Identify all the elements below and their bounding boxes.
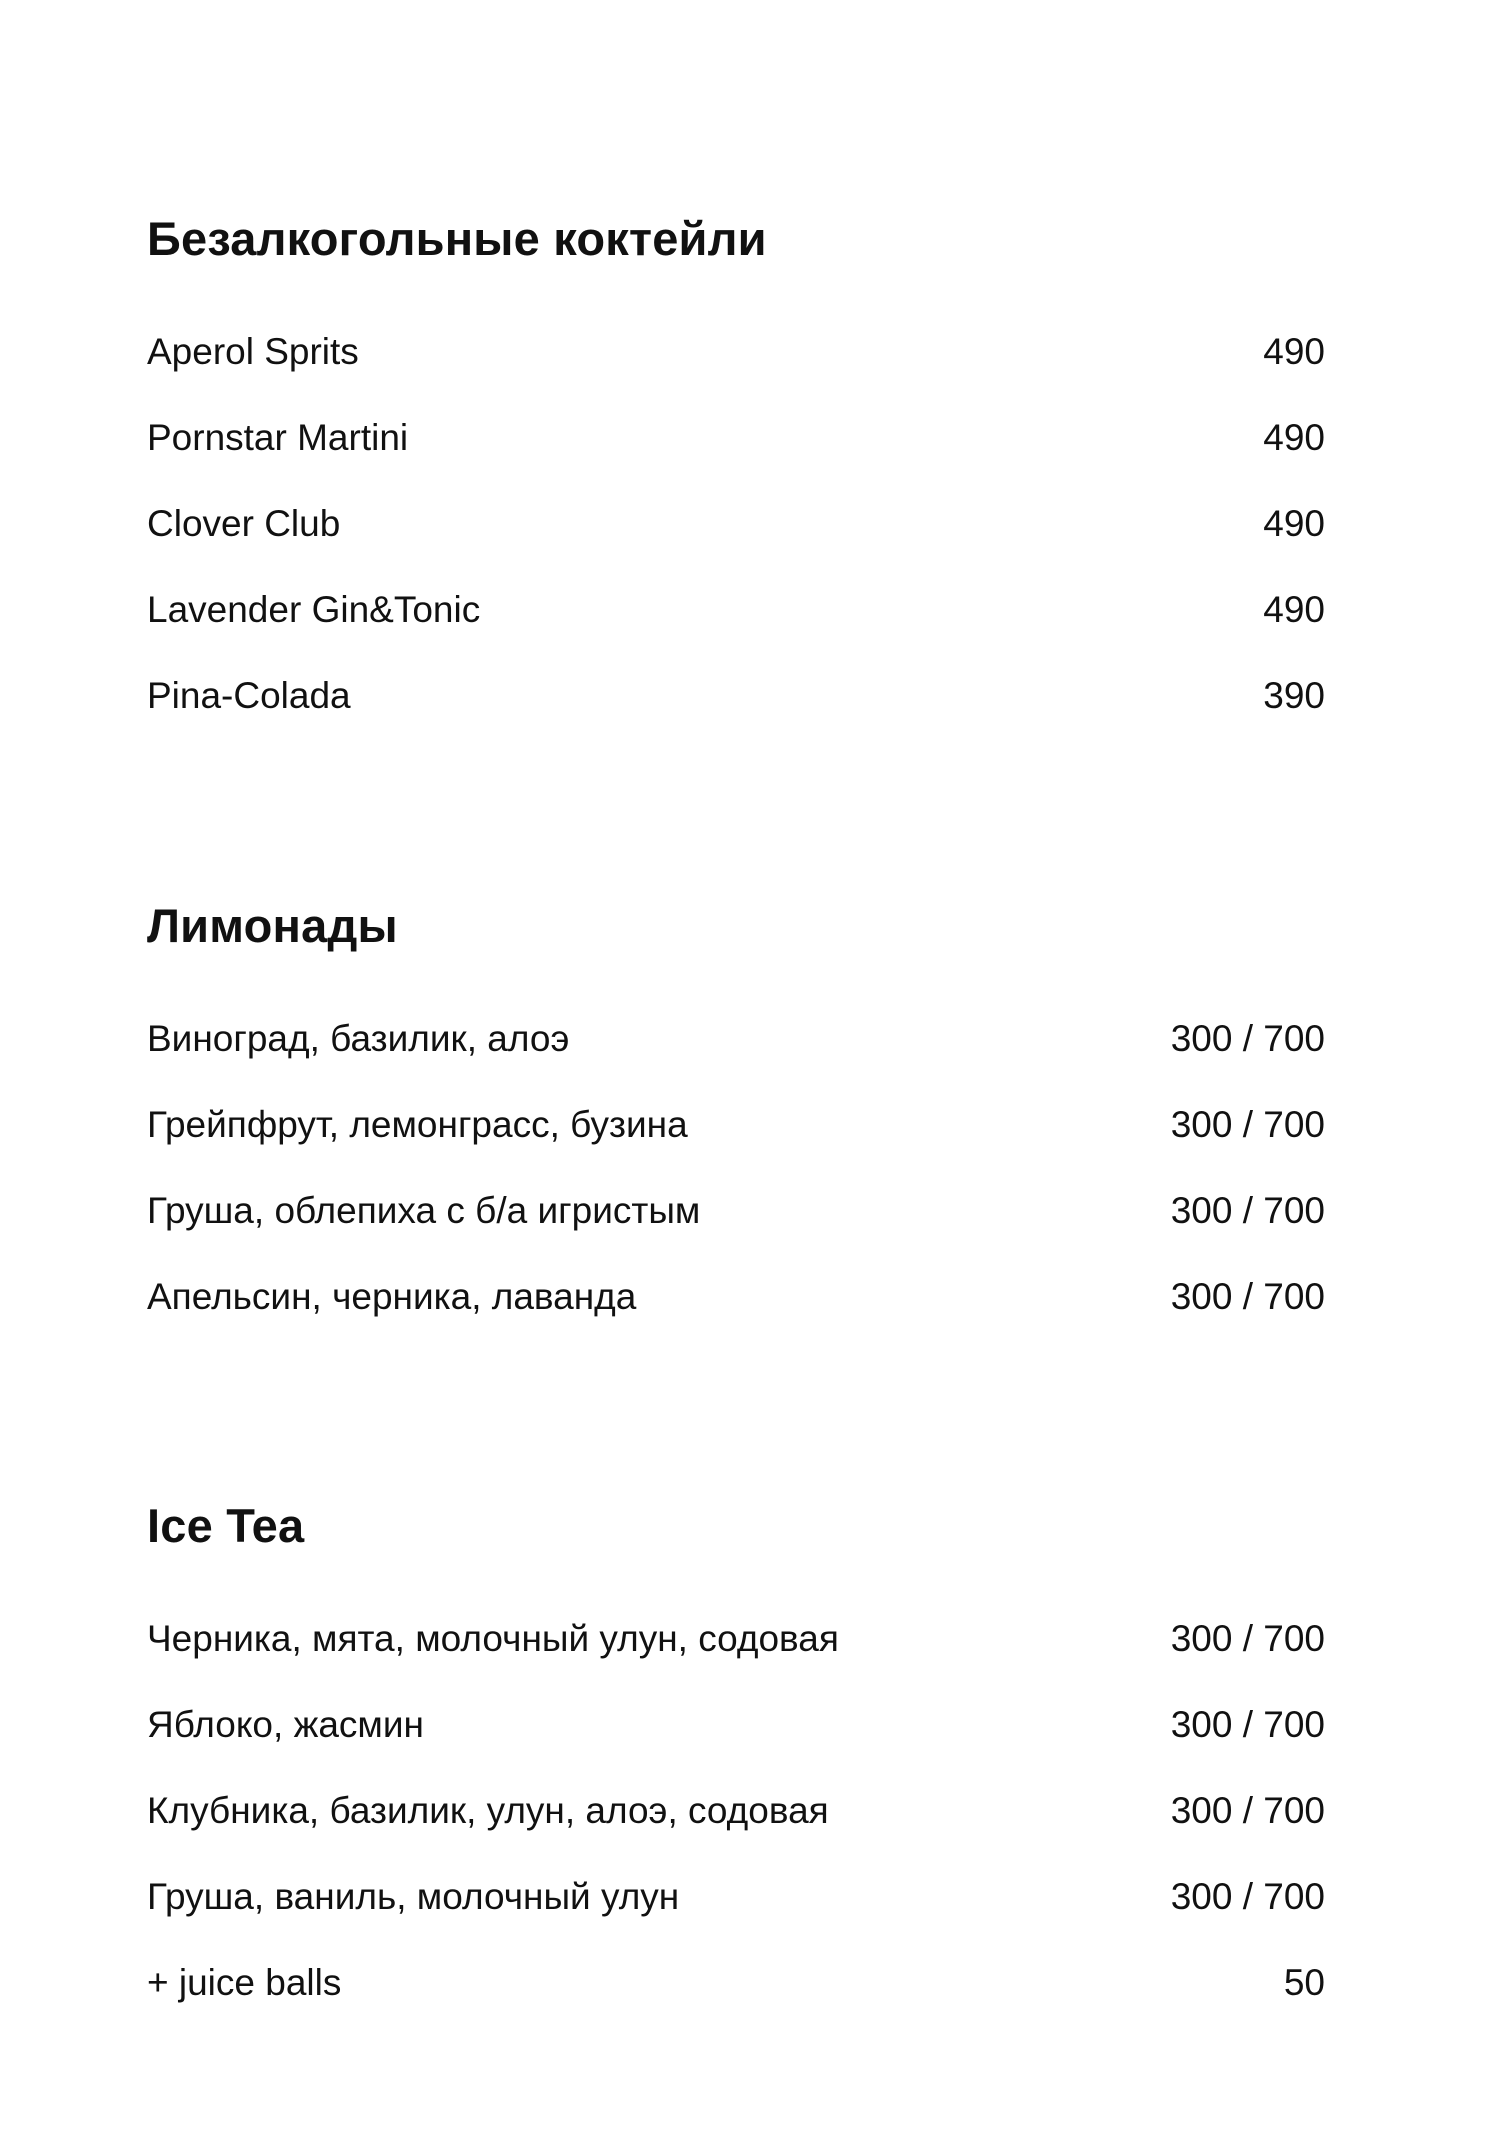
menu-item xyxy=(147,1612,1325,1698)
menu-item xyxy=(147,1012,1325,1098)
menu-item-price: 300 / 700 xyxy=(1170,1618,1325,1659)
menu-item-price: 490 xyxy=(1263,331,1325,372)
menu-item-price: 300 / 700 xyxy=(1170,1276,1325,1317)
menu-item-name: Aperol Sprits xyxy=(147,331,359,372)
menu-item xyxy=(147,497,1325,583)
menu-item-name: Грейпфрут, лемонграсс, бузина xyxy=(147,1104,688,1145)
menu-item-price: 300 / 700 xyxy=(1170,1704,1325,1745)
menu-item-price: 300 / 700 xyxy=(1170,1790,1325,1831)
menu-item xyxy=(147,669,1325,755)
menu-item-name: Виноград, базилик, алоэ xyxy=(147,1018,570,1059)
menu-item-price: 390 xyxy=(1263,675,1325,716)
menu-item xyxy=(147,411,1325,497)
menu-item-price: 490 xyxy=(1263,589,1325,630)
menu-item-name: Pina-Colada xyxy=(147,675,351,716)
menu-item-price: 490 xyxy=(1263,503,1325,544)
section-ice-tea xyxy=(147,1497,1325,2042)
menu-item-name: Pornstar Martini xyxy=(147,417,409,458)
menu-item xyxy=(147,1184,1325,1270)
menu-item-price: 300 / 700 xyxy=(1170,1190,1325,1231)
menu-item-name: Клубника, базилик, улун, алоэ, содовая xyxy=(147,1790,829,1831)
menu-item xyxy=(147,325,1325,411)
menu-item-name: Груша, ваниль, молочный улун xyxy=(147,1876,680,1917)
menu-item-name: Черника, мята, молочный улун, содовая xyxy=(147,1618,839,1659)
section-title: Ice Tea xyxy=(147,1499,305,1552)
section-non-alcoholic-cocktails xyxy=(147,210,1325,755)
menu-item-addon xyxy=(147,1956,1325,2042)
menu-item-price: 490 xyxy=(1263,417,1325,458)
menu-item xyxy=(147,1698,1325,1784)
menu-item-list xyxy=(147,1612,1325,2042)
menu-item xyxy=(147,583,1325,669)
section-title: Лимонады xyxy=(147,899,398,952)
menu-item-name: + juice balls xyxy=(147,1962,342,2003)
menu-item xyxy=(147,1784,1325,1870)
menu-item-name: Апельсин, черника, лаванда xyxy=(147,1276,637,1317)
menu-item-name: Clover Club xyxy=(147,503,341,544)
section-title: Безалкогольные коктейли xyxy=(147,212,767,265)
section-lemonades xyxy=(147,897,1325,1356)
menu-item-name: Яблоко, жасмин xyxy=(147,1704,424,1745)
menu-item xyxy=(147,1270,1325,1356)
menu-item-price: 300 / 700 xyxy=(1170,1876,1325,1917)
menu-item xyxy=(147,1098,1325,1184)
menu-item-list xyxy=(147,325,1325,755)
menu-item-price: 300 / 700 xyxy=(1170,1104,1325,1145)
menu-item-name: Груша, облепиха с б/а игристым xyxy=(147,1190,701,1231)
menu-item-name: Lavender Gin&Tonic xyxy=(147,589,481,630)
menu-item-price: 50 xyxy=(1283,1962,1325,2003)
menu-item-list xyxy=(147,1012,1325,1356)
menu-item xyxy=(147,1870,1325,1956)
menu-item-price: 300 / 700 xyxy=(1170,1018,1325,1059)
